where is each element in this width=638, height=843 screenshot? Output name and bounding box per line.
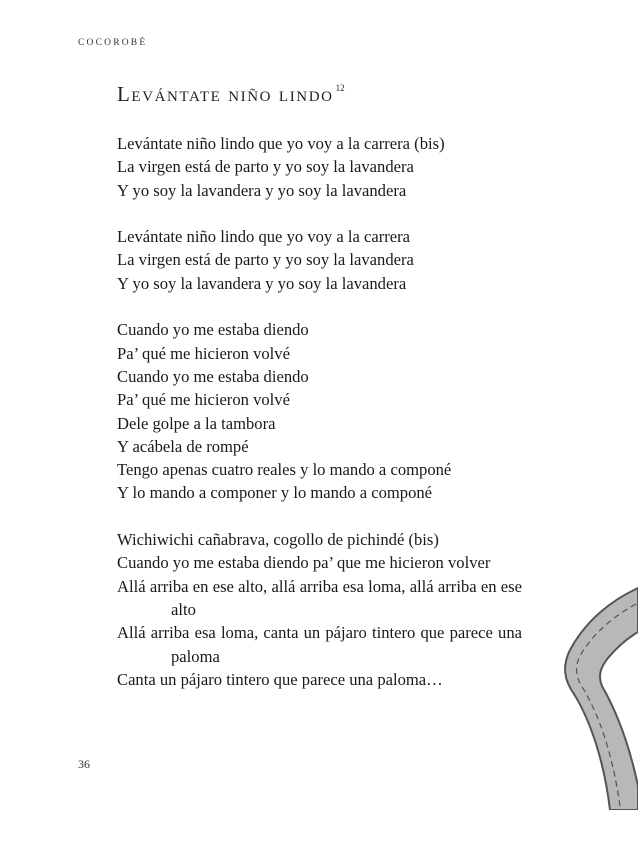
boomerang-shape [565, 588, 638, 810]
lyric-line: Y yo soy la lavandera y yo soy la lavandera [117, 180, 407, 200]
lyric-line: Cuando yo me estaba diendo pa’ que me hicieron volver [117, 553, 491, 573]
song-title-text: Levántate niño lindo [117, 82, 334, 106]
lyric-line: Y lo mando a componer y lo mando a componé [117, 483, 433, 503]
lyric-line: Levántate niño lindo que yo voy a la carrera [117, 227, 411, 247]
boomerang-decoration [560, 580, 638, 810]
lyric-line: La virgen está de parto y yo soy la lavandera [117, 157, 414, 177]
lyric-line: Wichiwichi cañabrava, cogollo de pichindé (bis) [117, 530, 439, 550]
lyric-line: Y yo soy la lavandera y yo soy la lavandera [117, 273, 407, 293]
lyric-line: Y acábela de rompé [117, 436, 249, 456]
stanza-2 [117, 225, 522, 295]
lyrics [117, 132, 522, 691]
running-header: COCOROBÉ [78, 38, 148, 48]
lyric-line: Allá arriba en ese alto, allá arriba esa loma, allá arriba en ese alto [117, 576, 522, 619]
lyric-line: Tengo apenas cuatro reales y lo mando a componé [117, 460, 452, 480]
lyric-line: Cuando yo me estaba diendo [117, 366, 309, 386]
lyric-line: Pa’ qué me hicieron volvé [117, 343, 290, 363]
stanza-3 [117, 318, 522, 504]
lyric-line: Allá arriba esa loma, canta un pájaro tintero que parece una paloma [117, 623, 522, 666]
lyric-line: Pa’ qué me hicieron volvé [117, 390, 290, 410]
lyric-line: Levántate niño lindo que yo voy a la carrera (bis) [117, 134, 445, 153]
stanza-1 [117, 132, 522, 202]
lyric-line: La virgen está de parto y yo soy la lavandera [117, 250, 414, 270]
page-number: 36 [78, 757, 90, 771]
lyric-line: Canta un pájaro tintero que parece una paloma… [117, 669, 443, 689]
stanza-4 [117, 528, 522, 691]
lyric-line: Dele golpe a la tambora [117, 413, 276, 433]
song-title [117, 82, 345, 107]
lyric-line: Cuando yo me estaba diendo [117, 320, 309, 340]
footnote-reference: 12 [335, 83, 345, 93]
